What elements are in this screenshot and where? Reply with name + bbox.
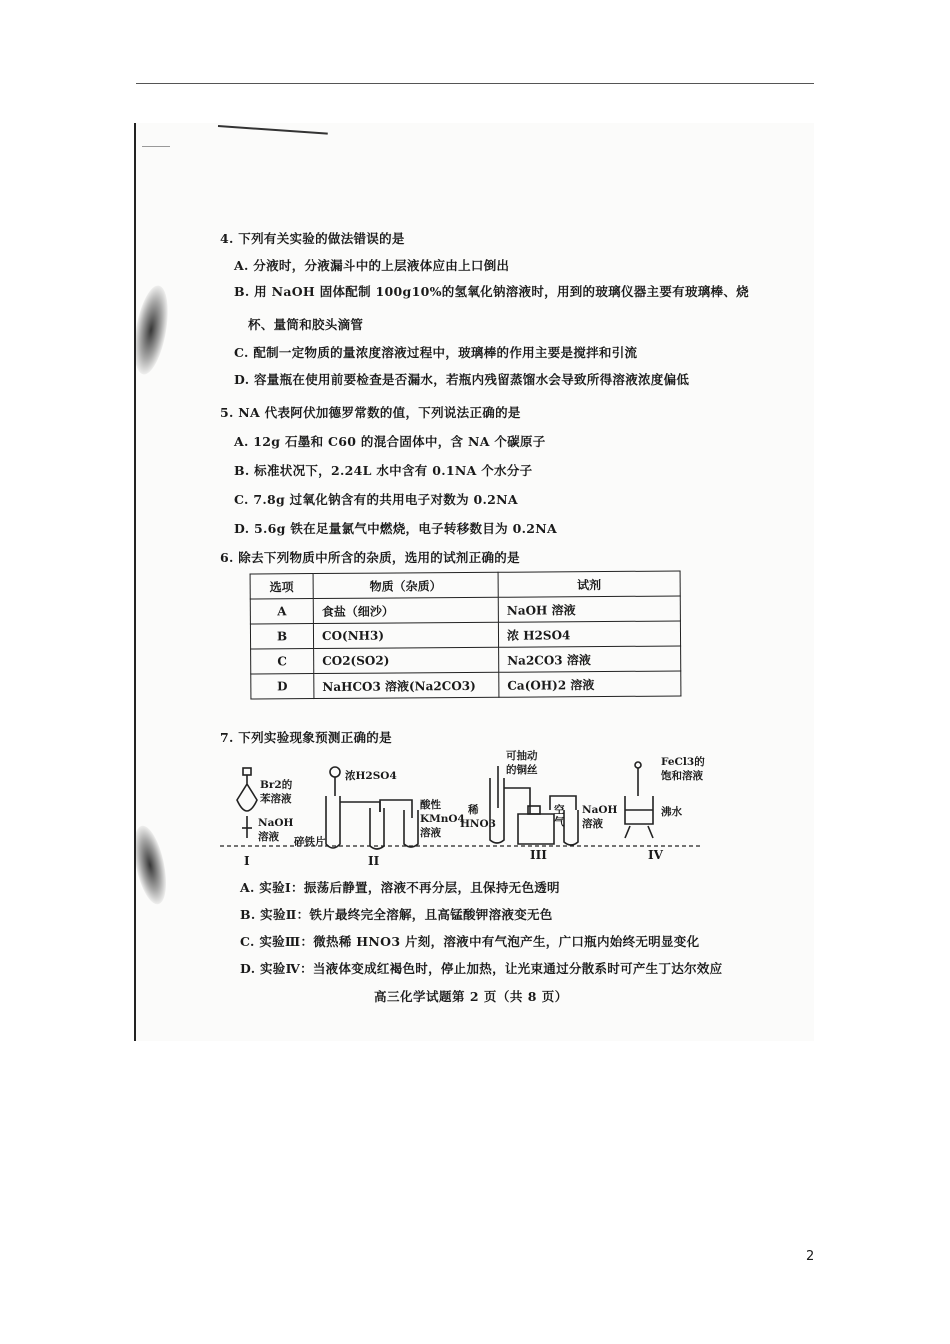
table-cell: C [251,649,314,674]
question-4-option-a: A. 分液时，分液漏斗中的上层液体应由上口倒出 [234,258,510,273]
page-number: 2 [806,1249,815,1264]
test-tube [564,810,578,845]
table-cell: CO2(SO2) [314,647,499,673]
table-cell: 食盐（细沙） [313,597,498,623]
question-7-option-a: A. 实验Ⅰ：振荡后静置，溶液不再分层，且保持无色透明 [240,880,560,895]
table-cell: Ca(OH)2 溶液 [499,671,681,697]
label-hno3: HNO3 [460,818,496,830]
label-solution: 溶液 [582,818,603,830]
table-row [250,596,680,624]
question-5-option-c: C. 7.8g 过氧化钠含有的共用电子对数为 0.2NA [234,492,518,507]
label-kmno4: KMnO4 [420,813,465,825]
question-4-option-c: C. 配制一定物质的量浓度溶液过程中，玻璃棒的作用主要是搅拌和引流 [234,345,638,360]
reaction-tube [326,796,340,848]
scan-mark [142,146,170,147]
question-7-option-c: C. 实验Ⅲ：微热稀 HNO3 片刻，溶液中有气泡产生，广口瓶内始终无明显变化 [240,934,700,949]
test-tube [404,810,418,847]
table-cell: NaHCO3 溶液(Na2CO3) [314,672,499,698]
wide-mouth-bottle [518,814,554,844]
column-header: 物质（杂质） [313,572,498,598]
label-acidic: 酸性 [420,799,441,811]
exam-footer: 高三化学试题第 2 页（共 8 页） [374,989,568,1004]
label-br2: Br2的 [260,779,293,791]
question-7-stem: 7. 下列实验现象预测正确的是 [220,730,392,745]
experiment-label-4: IV [648,848,663,862]
question-5-option-b: B. 标准状况下，2.24L 水中含有 0.1NA 个水分子 [234,463,533,478]
column-header: 试剂 [498,571,680,597]
label-copper-wire: 的铜丝 [506,764,538,776]
label-naoh: NaOH [258,817,294,829]
question-5-option-a: A. 12g 石墨和 C60 的混合固体中，含 NA 个碳原子 [234,434,546,449]
label-solution: 溶液 [420,827,441,839]
test-tube [490,778,504,843]
experiment-label-1: I [244,854,250,868]
table-cell: A [250,599,313,624]
table-row [251,671,681,699]
label-naoh: NaOH [582,804,618,816]
separatory-funnel [237,775,257,811]
label-solution: 溶液 [258,831,279,843]
question-6-stem: 6. 除去下列物质中所含的杂质，选用的试剂正确的是 [220,550,520,565]
table-cell: 浓 H2SO4 [498,621,680,647]
table-header-row [250,571,680,599]
question-4-option-d: D. 容量瓶在使用前要检查是否漏水，若瓶内残留蒸馏水会导致所得溶液浓度偏低 [234,372,690,387]
table-cell: Na2CO3 溶液 [499,646,681,672]
scan-edge [134,123,136,1041]
tripod [625,826,653,838]
question-7-option-b: B. 实验Ⅱ：铁片最终完全溶解，且高锰酸钾溶液变无色 [240,907,553,922]
table-cell: D [251,674,314,699]
experiment-apparatus-diagram [220,748,705,873]
dropping-funnel-top [330,767,340,777]
test-tube [370,808,384,849]
label-boiling-water: 沸水 [661,806,682,818]
label-air: 空气 [554,804,565,828]
label-benzene: 苯溶液 [260,793,292,805]
label-saturated-solution: 饱和溶液 [661,770,703,782]
experiment-label-3: III [530,848,547,862]
column-header: 选项 [250,574,313,599]
table-row [251,646,681,674]
question-4-stem: 4. 下列有关实验的做法错误的是 [220,231,405,246]
question-7-option-d: D. 实验Ⅳ：当液体变成红褐色时，停止加热，让光束通过分散系时可产生丁达尔效应 [240,961,723,976]
label-movable: 可抽动 [506,750,538,762]
apparatus-drawing [220,748,700,873]
table-cell: B [250,624,313,649]
label-iron-pieces: 碎铁片 [294,836,326,848]
table-cell: CO(NH3) [313,622,498,648]
question-4-option-b-cont: 杯、量筒和胶头滴管 [248,317,364,332]
reagent-table [250,570,682,699]
experiment-label-2: II [368,854,380,868]
question-5-stem: 5. NA 代表阿伏加德罗常数的值，下列说法正确的是 [220,405,521,420]
label-conc-h2so4: 浓H2SO4 [345,770,397,782]
question-5-option-d: D. 5.6g 铁在足量氯气中燃烧，电子转移数目为 0.2NA [234,521,557,536]
table-row [250,621,680,649]
label-fecl3: FeCl3的 [661,756,705,768]
header-rule [136,83,814,84]
table-cell: NaOH 溶液 [498,596,680,622]
funnel-stopper [243,768,251,775]
label-dilute: 稀 [468,804,479,816]
question-4-option-b: B. 用 NaOH 固体配制 100g10%的氢氧化钠溶液时，用到的玻璃仪器主要有玻璃棒、烧 [234,284,749,299]
